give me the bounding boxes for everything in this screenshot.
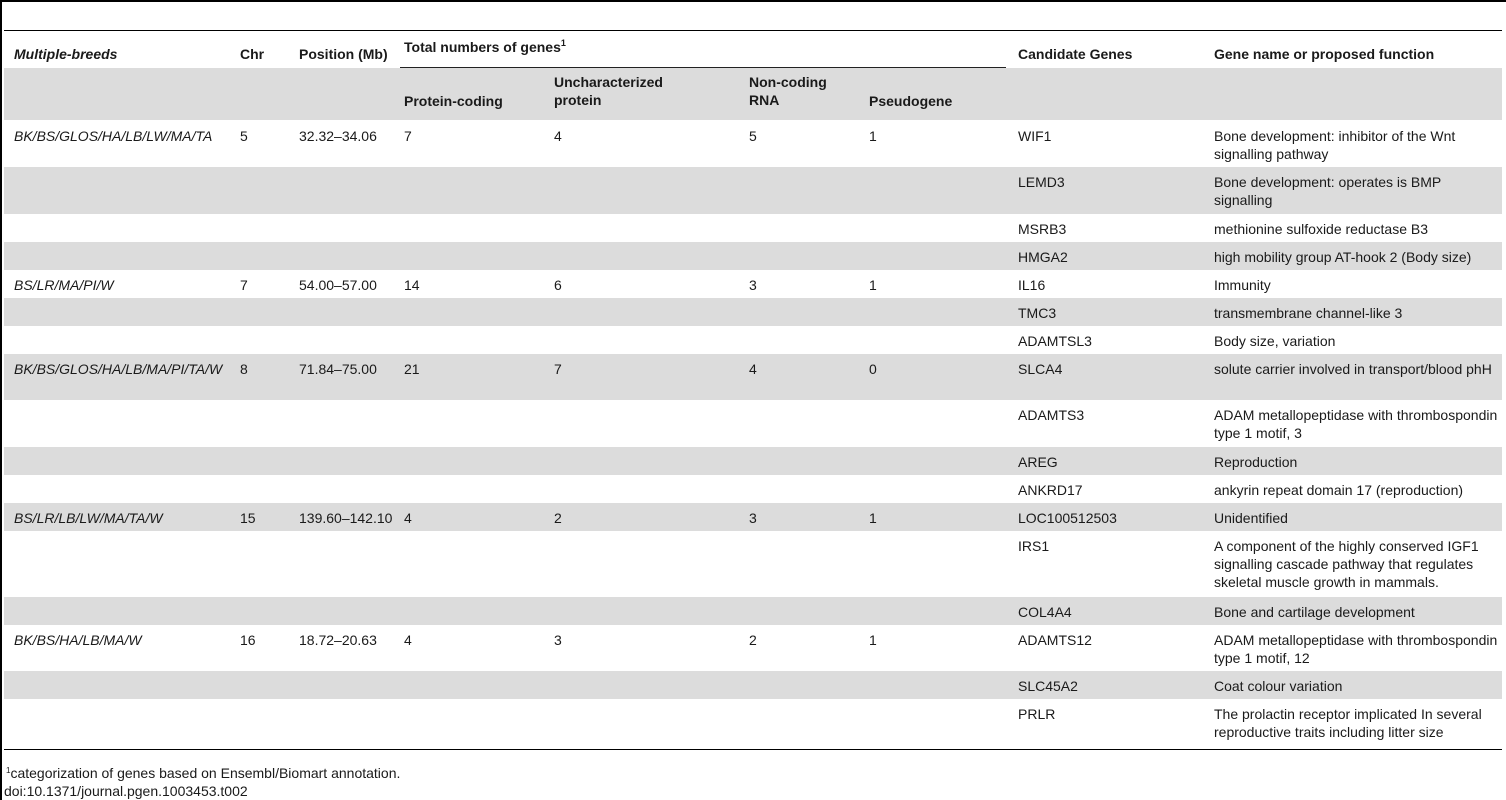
cell-candidate-gene: TMC3 (1018, 305, 1057, 321)
cell-pseudogene: 1 (869, 128, 877, 144)
header-chr: Chr (240, 46, 265, 62)
cell-candidate-gene: LEMD3 (1018, 174, 1065, 190)
header-protein-coding: Protein-coding (404, 93, 503, 109)
cell-uncharacterized: 4 (554, 128, 562, 144)
cell-position: 54.00–57.00 (299, 277, 377, 293)
header-function: Gene name or proposed function (1214, 46, 1435, 62)
cell-candidate-gene: ANKRD17 (1018, 482, 1083, 498)
cell-chr: 7 (240, 277, 248, 293)
doi: doi:10.1371/journal.pgen.1003453.t002 (4, 783, 248, 799)
cell-breeds: BS/LR/LB/LW/MA/TA/W (14, 510, 163, 526)
cell-chr: 16 (240, 632, 256, 648)
cell-candidate-gene: PRLR (1018, 706, 1056, 722)
header-uncharacterized: Uncharacterized protein (554, 74, 663, 108)
cell-noncoding: 4 (749, 361, 757, 377)
cell-breeds: BK/BS/GLOS/HA/LB/LW/MA/TA (14, 128, 213, 144)
cell-function: solute carrier involved in transport/blood phH (1214, 361, 1492, 377)
cell-protein-coding: 4 (404, 510, 412, 526)
cell-protein-coding: 21 (404, 361, 420, 377)
table-top-rule (4, 30, 1502, 31)
left-border (0, 0, 2, 800)
table-bottom-rule (4, 749, 1502, 750)
cell-breeds: BS/LR/MA/PI/W (14, 277, 114, 293)
cell-function: ADAM metallopeptidase with thrombospondin type 1 motif, 3 (1214, 407, 1498, 441)
cell-position: 71.84–75.00 (299, 361, 377, 377)
cell-position: 139.60–142.10 (299, 510, 393, 526)
cell-candidate-gene: COL4A4 (1018, 604, 1072, 620)
cell-candidate-gene: SLC45A2 (1018, 678, 1078, 694)
cell-function: ADAM metallopeptidase with thrombospondin type 1 motif, 12 (1214, 632, 1498, 666)
cell-candidate-gene: HMGA2 (1018, 249, 1068, 265)
cell-pseudogene: 1 (869, 632, 877, 648)
header-position: Position (Mb) (299, 46, 388, 62)
cell-breeds: BK/BS/GLOS/HA/LB/MA/PI/TA/W (14, 361, 223, 377)
cell-function: Bone development: inhibitor of the Wnt signalling pathway (1214, 128, 1456, 162)
cell-pseudogene: 1 (869, 510, 877, 526)
cell-protein-coding: 7 (404, 128, 412, 144)
cell-function: high mobility group AT-hook 2 (Body size) (1214, 249, 1472, 265)
cell-chr: 5 (240, 128, 248, 144)
cell-uncharacterized: 6 (554, 277, 562, 293)
cell-protein-coding: 14 (404, 277, 420, 293)
cell-noncoding: 3 (749, 277, 757, 293)
cell-function: transmembrane channel-like 3 (1214, 305, 1403, 321)
cell-pseudogene: 0 (869, 361, 877, 377)
cell-position: 18.72–20.63 (299, 632, 377, 648)
cell-chr: 8 (240, 361, 248, 377)
cell-noncoding: 5 (749, 128, 757, 144)
cell-candidate-gene: IL16 (1018, 277, 1046, 293)
cell-candidate-gene: AREG (1018, 454, 1058, 470)
cell-function: The prolactin receptor implicated In several reproductive traits including litter size (1214, 706, 1482, 740)
cell-function: A component of the highly conserved IGF1 signalling cascade pathway that regulates skeletal muscle growth in mammals. (1214, 538, 1479, 590)
cell-uncharacterized: 3 (554, 632, 562, 648)
top-border (0, 0, 1506, 2)
header-noncoding: Non-coding RNA (749, 74, 827, 108)
cell-candidate-gene: SLCA4 (1018, 361, 1063, 377)
cell-chr: 15 (240, 510, 256, 526)
cell-function: Bone development: operates is BMP signalling (1214, 174, 1441, 208)
cell-candidate-gene: WIF1 (1018, 128, 1052, 144)
cell-protein-coding: 4 (404, 632, 412, 648)
cell-candidate-gene: LOC100512503 (1018, 510, 1117, 526)
cell-function: Body size, variation (1214, 333, 1336, 349)
cell-noncoding: 2 (749, 632, 757, 648)
header-pseudogene: Pseudogene (869, 93, 953, 109)
header-total-genes: Total numbers of genes$^1$ (404, 38, 566, 55)
cell-function: methionine sulfoxide reductase B3 (1214, 221, 1429, 237)
cell-uncharacterized: 7 (554, 361, 562, 377)
footnote: $^1$categorization of genes based on Ensembl/Biomart annotation. (6, 765, 401, 781)
cell-function: ankyrin repeat domain 17 (reproduction) (1214, 482, 1464, 498)
cell-function: Unidentified (1214, 510, 1288, 526)
cell-candidate-gene: ADAMTS3 (1018, 407, 1085, 423)
cell-candidate-gene: ADAMTSL3 (1018, 333, 1092, 349)
cell-breeds: BK/BS/HA/LB/MA/W (14, 632, 142, 648)
cell-candidate-gene: MSRB3 (1018, 221, 1067, 237)
cell-function: Immunity (1214, 277, 1271, 293)
cell-uncharacterized: 2 (554, 510, 562, 526)
cell-position: 32.32–34.06 (299, 128, 377, 144)
cell-function: Bone and cartilage development (1214, 604, 1415, 620)
cell-pseudogene: 1 (869, 277, 877, 293)
cell-function: Reproduction (1214, 454, 1298, 470)
cell-candidate-gene: IRS1 (1018, 538, 1050, 554)
cell-function: Coat colour variation (1214, 678, 1343, 694)
header-breeds: Multiple-breeds (14, 46, 118, 62)
header-candidate-genes: Candidate Genes (1018, 46, 1133, 62)
cell-candidate-gene: ADAMTS12 (1018, 632, 1092, 648)
cell-noncoding: 3 (749, 510, 757, 526)
